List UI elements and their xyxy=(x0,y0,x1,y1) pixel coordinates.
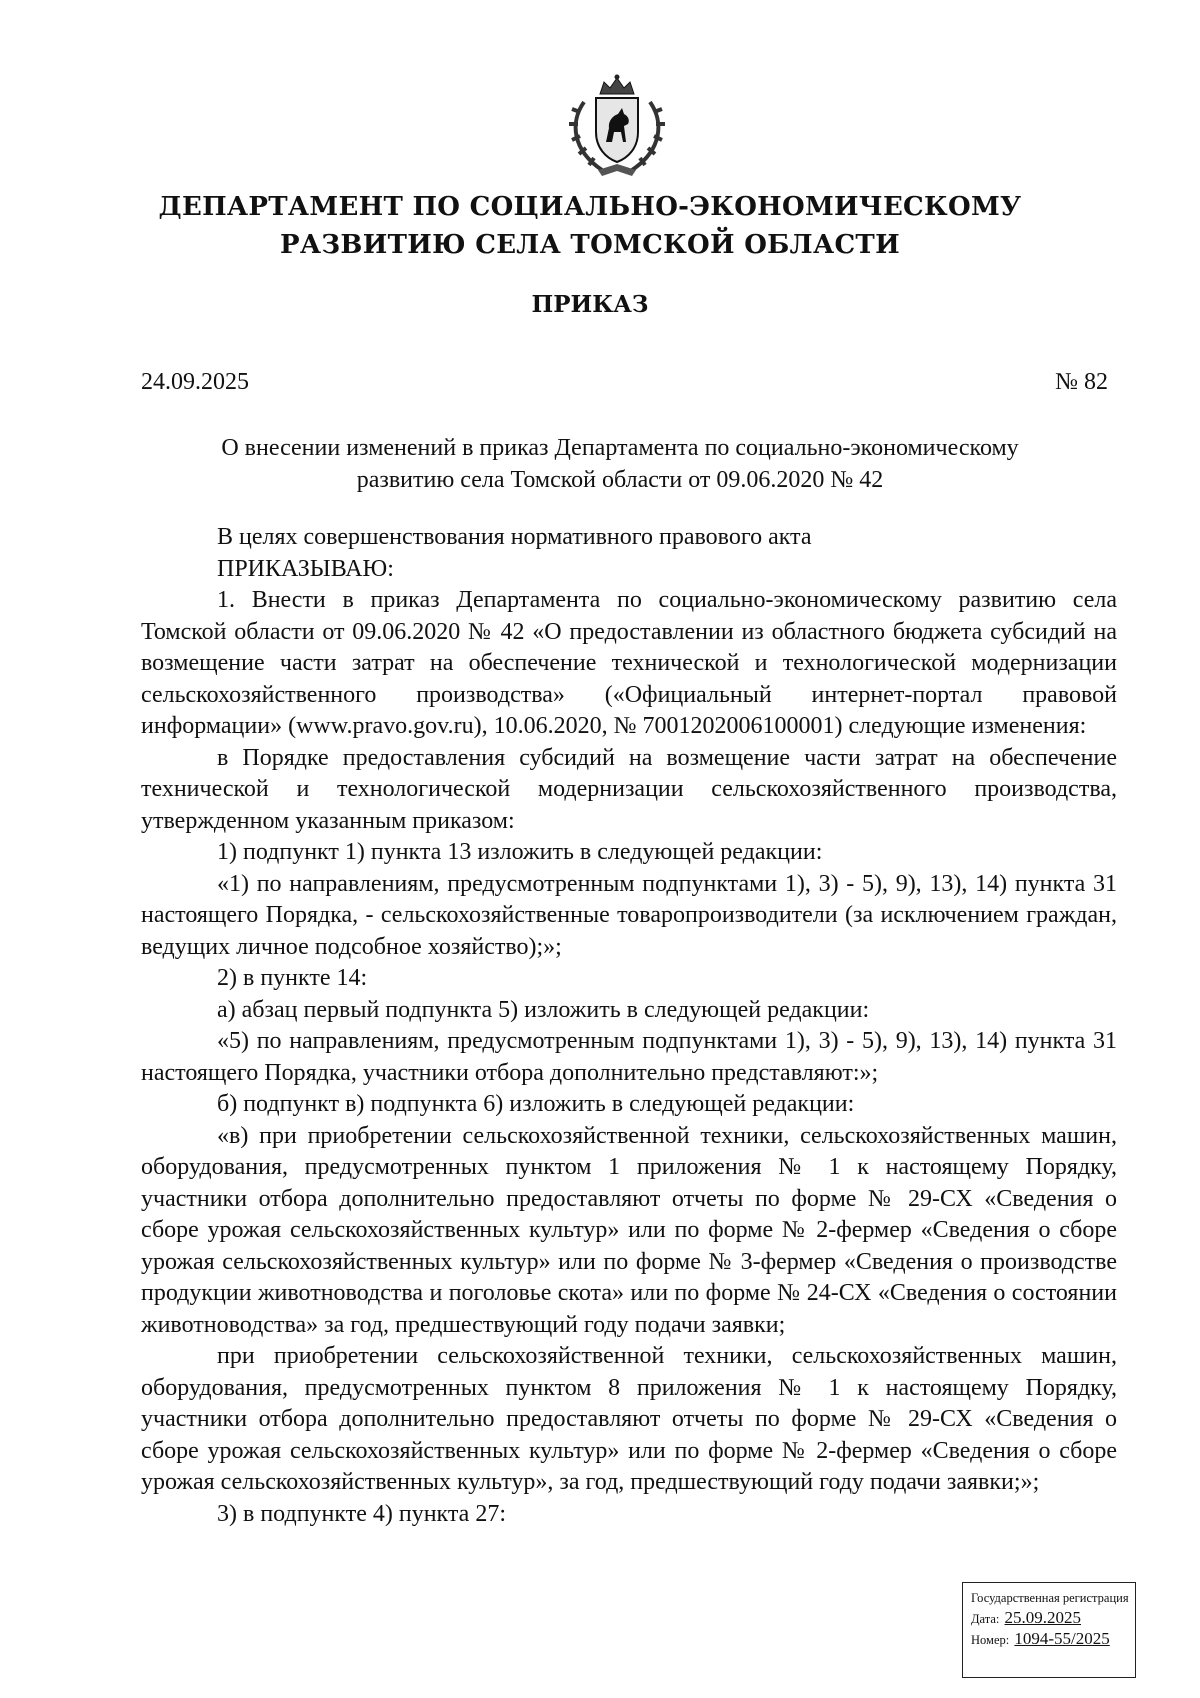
body-paragraph: «1) по направлениям, предусмотренным подпунктами 1), 3) - 5), 9), 13), 14) пункта 31 настоящего Порядка, - сельскохозяйственные товаропроизводители (за исключением граждан, ведущих личное подсобное хозяйство);»; xyxy=(141,870,1117,960)
document-number: № 82 xyxy=(1055,369,1108,395)
body-paragraph: 3) в подпункте 4) пункта 27: xyxy=(217,1500,506,1527)
body-paragraph: 1) подпункт 1) пункта 13 изложить в следующей редакции: xyxy=(217,839,823,865)
organization-title-line1: ДЕПАРТАМЕНТ ПО СОЦИАЛЬНО-ЭКОНОМИЧЕСКОМУ xyxy=(158,192,1022,222)
organization-title xyxy=(140,188,1040,264)
registration-title: Государственная регистрация xyxy=(971,1591,1129,1605)
registration-number-row xyxy=(971,1629,1129,1650)
document-date: 24.09.2025 xyxy=(141,369,249,395)
body-paragraph: а) абзац первый подпункта 5) изложить в следующей редакции: xyxy=(217,996,870,1023)
body-paragraph: при приобретении сельскохозяйственной техники, сельскохозяйственных машин, оборудования, предусмотренных пунктом 8 приложения № 1 к настоящему Порядку, участники отбора дополнительно предоставляют отчеты по форме № 29-СХ «Сведения о сборе урожая сельскохозяйственных культур» или по форме № 2-фермер «Сведения о сборе урожая сельскохозяйственных культур», за год, предшествующий году подачи заявки;»; xyxy=(141,1343,1117,1495)
document-body xyxy=(141,522,1117,1530)
registration-date-row xyxy=(971,1608,1129,1629)
document-type: ПРИКАЗ xyxy=(531,291,649,318)
registration-date-value: 25.09.2025 xyxy=(1004,1608,1082,1627)
subject-line2: развитию села Томской области от 09.06.2020 № 42 xyxy=(356,467,884,493)
body-paragraph: «5) по направлениям, предусмотренным подпунктами 1), 3) - 5), 9), 13), 14) пункта 31 настоящего Порядка, участники отбора дополнительно представляют:»; xyxy=(141,1028,1117,1086)
registration-date-label: Дата: xyxy=(971,1612,1000,1626)
subject-line1: О внесении изменений в приказ Департамента по социально-экономическому xyxy=(221,435,1019,461)
body-paragraph: 2) в пункте 14: xyxy=(217,965,368,991)
tomsk-region-coat-of-arms-icon xyxy=(562,72,672,180)
body-paragraph: ПРИКАЗЫВАЮ: xyxy=(217,555,394,582)
registration-stamp xyxy=(962,1582,1136,1678)
organization-title-line2: РАЗВИТИЮ СЕЛА ТОМСКОЙ ОБЛАСТИ xyxy=(280,230,900,260)
body-paragraph: «в) при приобретении сельскохозяйственной техники, сельскохозяйственных машин, оборудования, предусмотренных пунктом 1 приложения № 1 к настоящему Порядку, участники отбора дополнительно предоставляют отчеты по форме № 29-СХ «Сведения о сборе урожая сельскохозяйственных культур» или по форме № 2-фермер «Сведения о сборе урожая сельскохозяйственных культур» или по форме № 3-фермер «Сведения о производстве продукции животноводства и поголовье скота» или по форме № 24-СХ «Сведения о состоянии животноводства» за год, предшествующий году подачи заявки; xyxy=(141,1122,1117,1338)
registration-number-value: 1094-55/2025 xyxy=(1014,1629,1110,1648)
body-paragraph: б) подпункт в) подпункта 6) изложить в следующей редакции: xyxy=(217,1091,855,1117)
body-paragraph: в Порядке предоставления субсидий на возмещение части затрат на обеспечение технической и технологической модернизации сельскохозяйственного производства, утвержденном указанным приказом: xyxy=(141,744,1117,834)
body-paragraph: В целях совершенствования нормативного правового акта xyxy=(217,524,812,550)
registration-number-label: Номер: xyxy=(971,1633,1010,1647)
document-subject xyxy=(140,432,1100,496)
body-paragraph: 1. Внести в приказ Департамента по социально-экономическому развитию села Томской области от 09.06.2020 № 42 «О предоставлении из областного бюджета субсидий на возмещение части затрат на обеспечение технической и технологической модернизации сельскохозяйственного производства» («Официальный интернет-портал правовой информации» (www.pravo.gov.ru), 10.06.2020, № 7001202006100001) следующие изменения: xyxy=(141,587,1117,739)
